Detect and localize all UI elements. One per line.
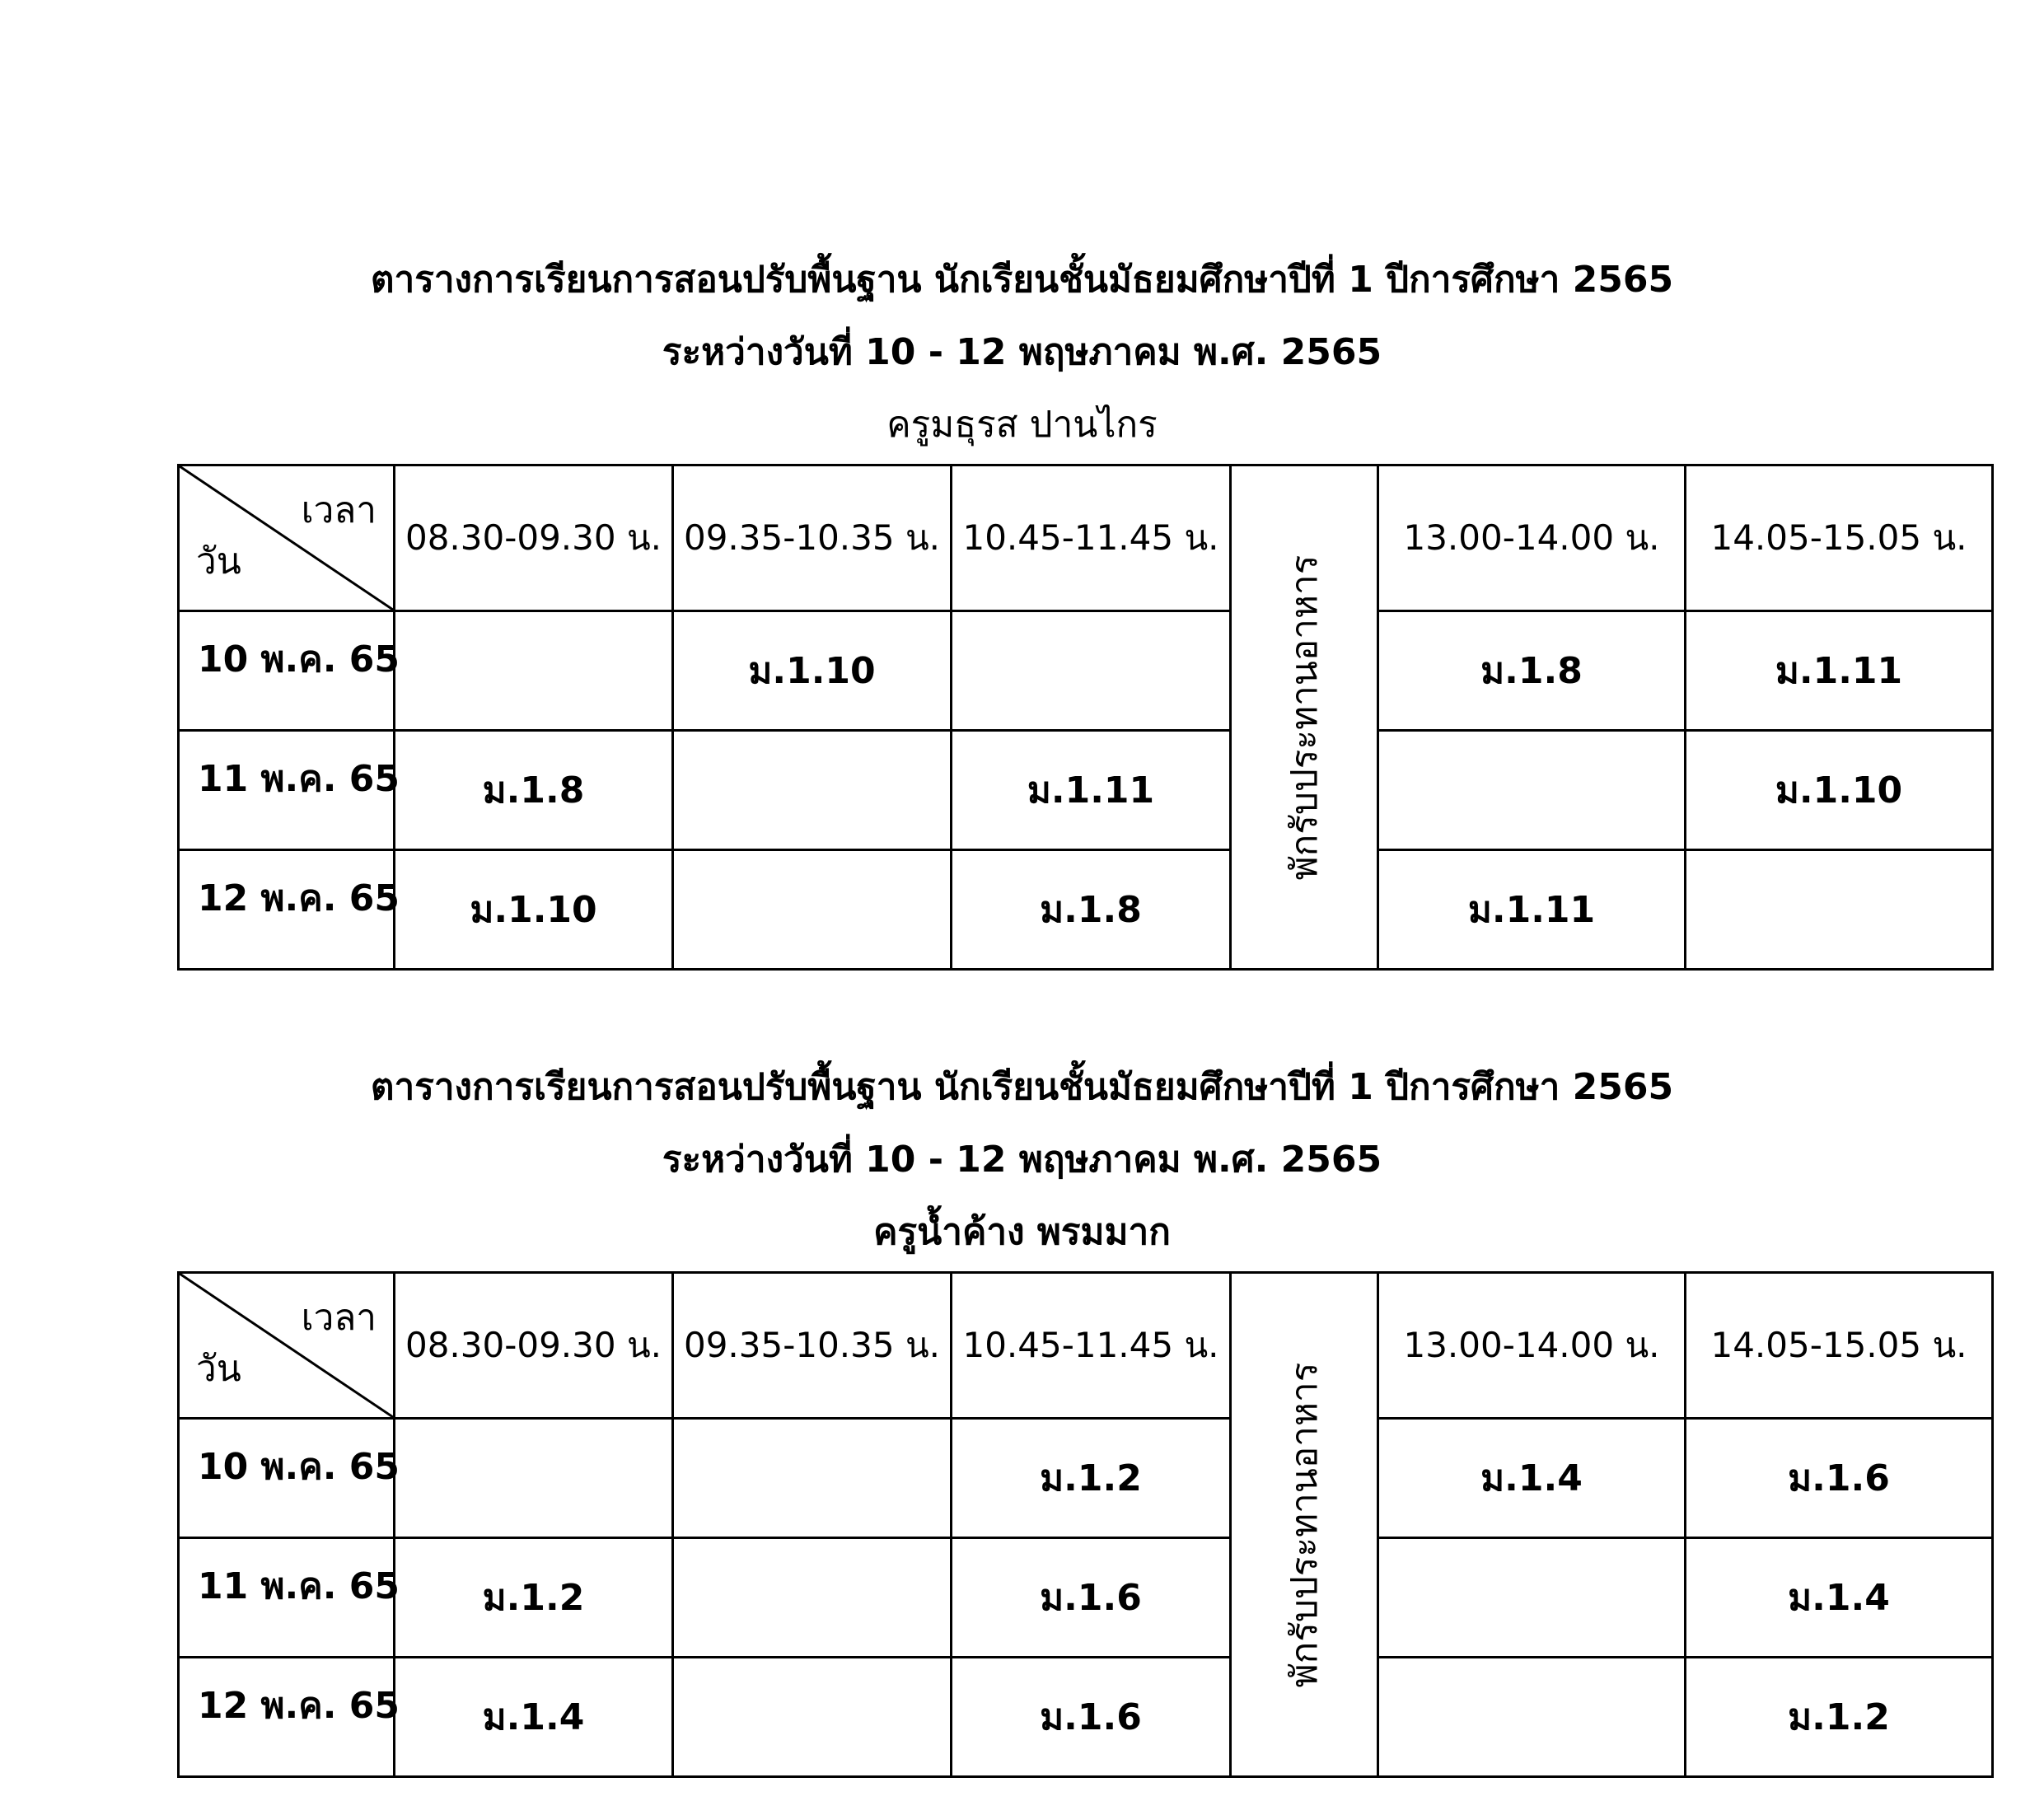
schedule-title-2: ตารางการเรียนการสอนปรับพื้นฐาน นักเรียนชั้นมัธยมศึกษาปีที่ 1 ปีการศึกษา 2565: [370, 1066, 1674, 1108]
table-row: [179, 850, 1993, 970]
class-cell: ม.1.6: [952, 1538, 1231, 1658]
schedule-table-2: [177, 1271, 1994, 1778]
class-cell: ม.1.6: [1686, 1419, 1993, 1538]
class-cell: [1378, 731, 1686, 850]
period-header: 13.00-14.00 น.: [1378, 465, 1686, 611]
class-cell: ม.1.10: [673, 611, 952, 731]
period-header: 08.30-09.30 น.: [395, 1273, 673, 1419]
lunch-break-cell: [1231, 465, 1378, 970]
corner-cell: [179, 1273, 395, 1419]
class-cell: ม.1.6: [952, 1658, 1231, 1777]
class-cell: [673, 1658, 952, 1777]
corner-cell: [179, 465, 395, 611]
period-header: 09.35-10.35 น.: [673, 465, 952, 611]
class-cell: ม.1.11: [1686, 611, 1993, 731]
class-cell: ม.1.10: [1686, 731, 1993, 850]
class-cell: ม.1.4: [1378, 1419, 1686, 1538]
class-cell: [395, 611, 673, 731]
class-cell: [673, 1538, 952, 1658]
corner-day-label: วัน: [196, 540, 241, 582]
teacher-name-1: ครูมธุรส ปานไกร: [886, 404, 1158, 446]
table-row: [179, 731, 1993, 850]
corner-time-label: เวลา: [301, 1297, 377, 1339]
period-header: 10.45-11.45 น.: [952, 465, 1231, 611]
class-cell: ม.1.8: [952, 850, 1231, 970]
teacher-name-2: ครูน้ำค้าง พรมมาก: [873, 1211, 1171, 1253]
day-cell: 10 พ.ค. 65: [179, 611, 395, 731]
corner-day-label: วัน: [196, 1348, 241, 1390]
period-header: 13.00-14.00 น.: [1378, 1273, 1686, 1419]
class-cell: ม.1.2: [952, 1419, 1231, 1538]
day-cell: 11 พ.ค. 65: [179, 1538, 395, 1658]
corner-time-label: เวลา: [301, 489, 377, 531]
class-cell: ม.1.10: [395, 850, 673, 970]
schedule-date-range-2: ระหว่างวันที่ 10 - 12 พฤษภาคม พ.ศ. 2565: [662, 1139, 1382, 1181]
day-cell: 12 พ.ค. 65: [179, 1658, 395, 1777]
period-header: 10.45-11.45 น.: [952, 1273, 1231, 1419]
class-cell: ม.1.11: [952, 731, 1231, 850]
class-cell: ม.1.4: [395, 1658, 673, 1777]
class-cell: ม.1.8: [395, 731, 673, 850]
table-row: [179, 1658, 1993, 1777]
class-cell: ม.1.11: [1378, 850, 1686, 970]
lunch-break-cell: [1231, 1273, 1378, 1777]
header-row: [179, 465, 1993, 611]
class-cell: ม.1.8: [1378, 611, 1686, 731]
schedule-date-range-1: ระหว่างวันที่ 10 - 12 พฤษภาคม พ.ศ. 2565: [662, 331, 1382, 373]
table-row: [179, 1419, 1993, 1538]
table-row: [179, 611, 1993, 731]
table-row: [179, 1538, 1993, 1658]
class-cell: ม.1.2: [395, 1538, 673, 1658]
class-cell: [673, 1419, 952, 1538]
class-cell: [1686, 850, 1993, 970]
lunch-break-label: พักรับประทานอาหาร: [1284, 554, 1326, 880]
day-cell: 12 พ.ค. 65: [179, 850, 395, 970]
class-cell: [952, 611, 1231, 731]
header-row: [179, 1273, 1993, 1419]
class-cell: [395, 1419, 673, 1538]
period-header: 09.35-10.35 น.: [673, 1273, 952, 1419]
class-cell: ม.1.2: [1686, 1658, 1993, 1777]
day-cell: 10 พ.ค. 65: [179, 1419, 395, 1538]
schedule-table-1: [177, 464, 1994, 971]
class-cell: ม.1.4: [1686, 1538, 1993, 1658]
period-header: 08.30-09.30 น.: [395, 465, 673, 611]
day-cell: 11 พ.ค. 65: [179, 731, 395, 850]
class-cell: [673, 731, 952, 850]
class-cell: [1378, 1658, 1686, 1777]
lunch-break-label: พักรับประทานอาหาร: [1284, 1362, 1326, 1687]
period-header: 14.05-15.05 น.: [1686, 1273, 1993, 1419]
class-cell: [673, 850, 952, 970]
period-header: 14.05-15.05 น.: [1686, 465, 1993, 611]
schedule-title-1: ตารางการเรียนการสอนปรับพื้นฐาน นักเรียนชั้นมัธยมศึกษาปีที่ 1 ปีการศึกษา 2565: [370, 259, 1674, 301]
class-cell: [1378, 1538, 1686, 1658]
